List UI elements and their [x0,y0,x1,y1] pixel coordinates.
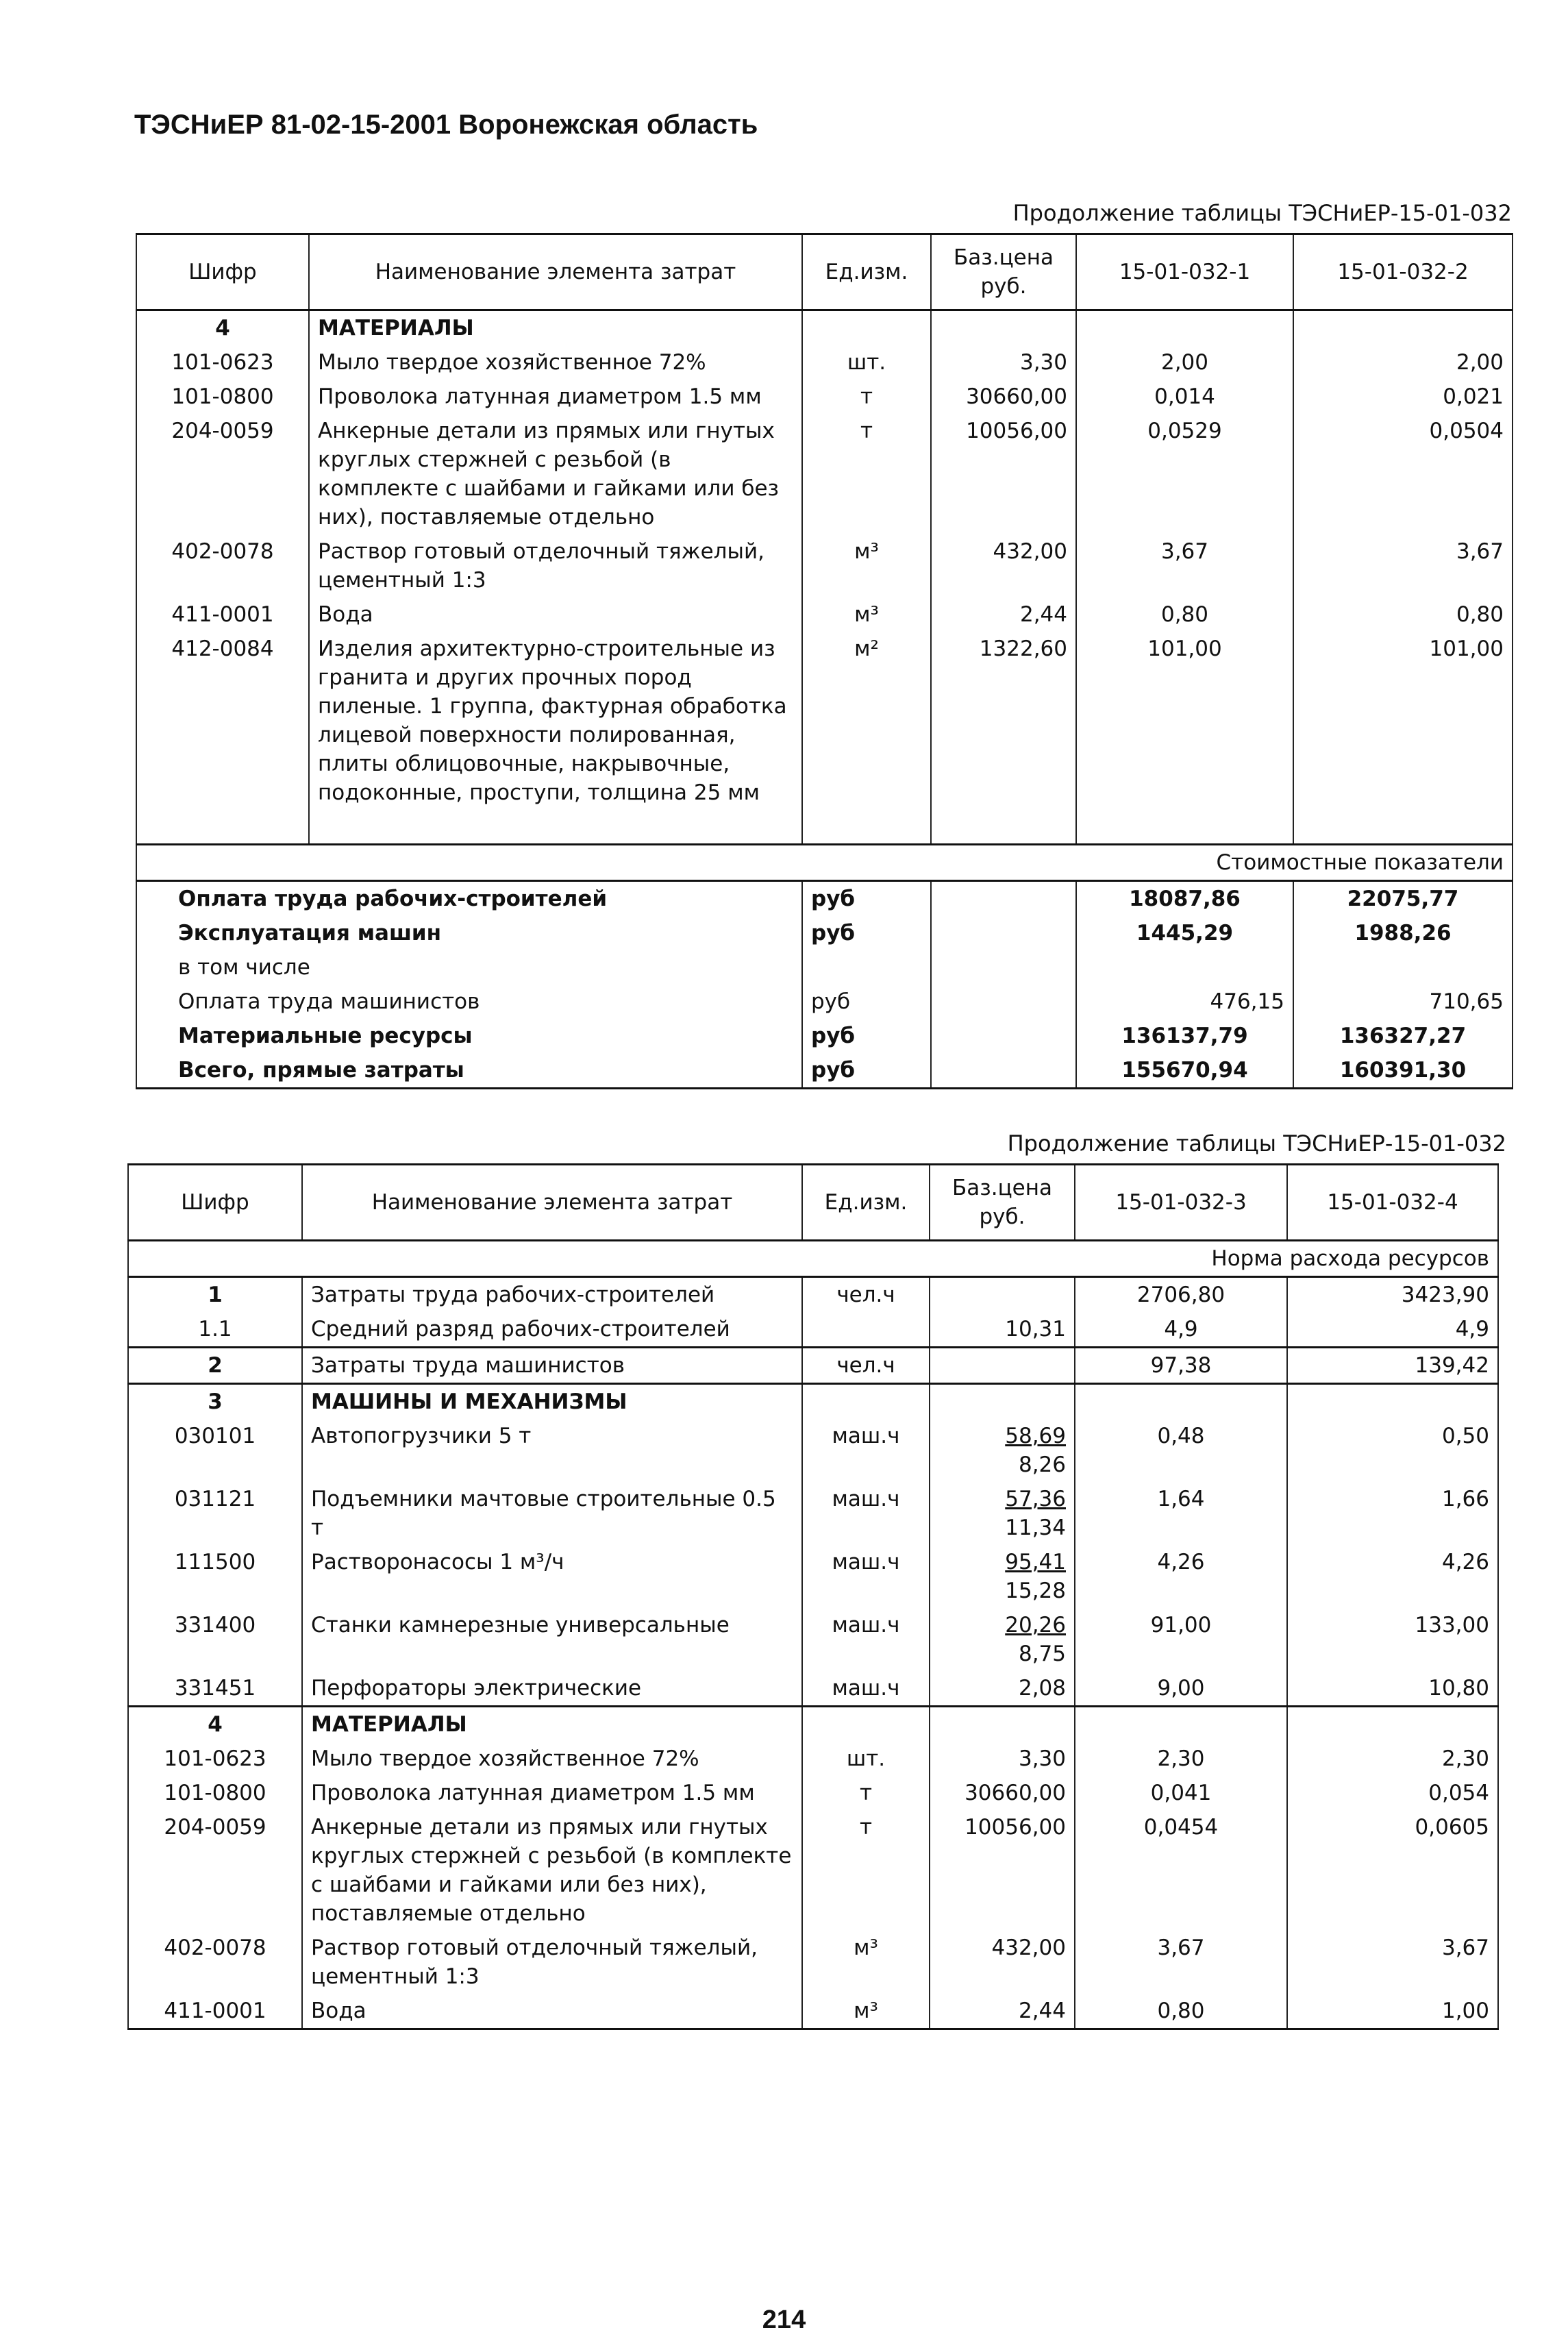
row-name: Вода [302,1994,802,2029]
row-unit: м³ [802,597,931,632]
row-name: Затраты труда машинистов [302,1348,802,1384]
table-row [128,1348,1498,1384]
section-name: МАТЕРИАЛЫ [309,310,802,346]
row-code: 412-0084 [136,632,309,844]
table2-continuation-note: Продолжение таблицы ТЭСНиЕР-15-01-032 [1007,1130,1506,1157]
row-v1: 91,00 [1075,1608,1287,1671]
table1 [136,233,1513,1089]
table-row [128,1419,1498,1482]
cost-header-row [136,844,1513,880]
cost-unit: руб [802,985,931,1019]
cost-row [136,1053,1513,1089]
row-v2: 0,054 [1287,1776,1498,1810]
cost-v2: 160391,30 [1293,1053,1513,1089]
row-unit: т [802,1776,930,1810]
cost-v1: 155670,94 [1076,1053,1293,1089]
table-row [136,414,1513,534]
row-price: 30660,00 [930,1776,1075,1810]
row-v1: 0,041 [1075,1776,1287,1810]
row-v1: 2,00 [1076,345,1293,380]
page-number: 214 [762,2305,806,2334]
row-v2: 139,42 [1287,1348,1498,1384]
row-price: 432,00 [930,1931,1075,1994]
section-name: МАТЕРИАЛЫ [302,1707,802,1742]
row-unit: маш.ч [802,1482,930,1545]
row-price: 10,31 [930,1312,1075,1348]
cost-row [136,1019,1513,1053]
row-code: 331451 [128,1671,302,1707]
row-price: 2,08 [930,1671,1075,1707]
row-code: 331400 [128,1608,302,1671]
col-code-header: Шифр [136,234,309,310]
cost-v2: 22075,77 [1293,880,1513,916]
row-code: 101-0623 [128,1742,302,1776]
table-row [136,597,1513,632]
row-unit: маш.ч [802,1419,930,1482]
page-title: ТЭСНиЕР 81-02-15-2001 Воронежская область [134,110,758,140]
table-row [136,632,1513,844]
row-name: Проволока латунная диаметром 1.5 мм [302,1776,802,1810]
col-price-header: Баз.цена руб. [930,1165,1075,1241]
row-v1: 0,80 [1076,597,1293,632]
row-v1: 3,67 [1076,534,1293,597]
row-price: 432,00 [931,534,1076,597]
row-v2: 1,00 [1287,1994,1498,2029]
cost-row [136,950,1513,985]
norm-header-row [128,1241,1498,1277]
row-v2: 133,00 [1287,1608,1498,1671]
cost-unit: руб [802,916,931,950]
row-unit: м³ [802,1931,930,1994]
table-row [136,345,1513,380]
row-unit: чел.ч [802,1348,930,1384]
row-unit: м² [802,632,931,844]
cost-name: Оплата труда рабочих-строителей [136,880,802,916]
col-unit-header: Ед.изм. [802,1165,930,1241]
section-code: 4 [128,1707,302,1742]
row-unit: маш.ч [802,1608,930,1671]
row-v1: 0,014 [1076,380,1293,414]
row-code: 101-0623 [136,345,309,380]
row-v1: 97,38 [1075,1348,1287,1384]
row-code: 204-0059 [136,414,309,534]
row-unit: шт. [802,345,931,380]
row-name: Подъемники мачтовые строительные 0.5 т [302,1482,802,1545]
cost-name: Эксплуатация машин [136,916,802,950]
row-v2: 2,00 [1293,345,1513,380]
row-code: 402-0078 [128,1931,302,1994]
table-row [128,1931,1498,1994]
row-price: 58,69 [1005,1424,1066,1448]
row-code: 101-0800 [136,380,309,414]
col-name-header: Наименование элемента затрат [309,234,802,310]
row-unit: шт. [802,1742,930,1776]
row-price: 2,44 [930,1994,1075,2029]
row-price: 3,30 [930,1742,1075,1776]
cost-header: Стоимостные показатели [136,844,1513,880]
row-name: Средний разряд рабочих-строителей [302,1312,802,1348]
row-price-machinist: 15,28 [1005,1579,1066,1603]
row-code: 411-0001 [128,1994,302,2029]
table-row [128,1810,1498,1931]
section-code: 3 [128,1384,302,1420]
section-code: 4 [136,310,309,346]
col-v2-header: 15-01-032-2 [1293,234,1513,310]
cost-unit: руб [802,1019,931,1053]
row-code: 411-0001 [136,597,309,632]
col-price-header: Баз.цена руб. [931,234,1076,310]
row-v1: 0,80 [1075,1994,1287,2029]
row-unit: т [802,1810,930,1931]
cost-v2: 136327,27 [1293,1019,1513,1053]
cost-name: в том числе [136,950,802,985]
cost-v1: 1445,29 [1076,916,1293,950]
row-v2: 2,30 [1287,1742,1498,1776]
row-name: Анкерные детали из прямых или гнутых круглых стержней с резьбой (в комплекте с шайбами и гайками или без них), поставляемые отдельно [302,1810,802,1931]
table1-continuation-note: Продолжение таблицы ТЭСНиЕР-15-01-032 [1012,200,1512,226]
row-v1: 2,30 [1075,1742,1287,1776]
row-price: 10056,00 [930,1810,1075,1931]
row-name: Мыло твердое хозяйственное 72% [309,345,802,380]
table2-header-row [128,1165,1498,1241]
row-v1: 4,9 [1075,1312,1287,1348]
row-price: 3,30 [931,345,1076,380]
cost-v1: 476,15 [1076,985,1293,1019]
row-name: Вода [309,597,802,632]
row-unit: м³ [802,534,931,597]
row-code: 2 [128,1348,302,1384]
cost-unit: руб [802,1053,931,1089]
row-v1: 4,26 [1075,1545,1287,1608]
table1-header-row [136,234,1513,310]
row-price-machinist: 8,75 [1018,1642,1066,1666]
row-name: Станки камнерезные универсальные [302,1608,802,1671]
table-row [128,1994,1498,2029]
row-code: 111500 [128,1545,302,1608]
cost-v2: 710,65 [1293,985,1513,1019]
row-price-machinist: 8,26 [1018,1452,1066,1477]
row-v2: 101,00 [1293,632,1513,844]
cost-name: Оплата труда машинистов [136,985,802,1019]
row-name: Затраты труда рабочих-строителей [302,1277,802,1313]
row-v1: 1,64 [1075,1482,1287,1545]
row-unit: чел.ч [802,1277,930,1313]
row-v1: 2706,80 [1075,1277,1287,1313]
row-v1: 3,67 [1075,1931,1287,1994]
col-v1-header: 15-01-032-1 [1076,234,1293,310]
table-row [128,1608,1498,1671]
row-v2: 10,80 [1287,1671,1498,1707]
row-v2: 3,67 [1293,534,1513,597]
row-v1: 0,48 [1075,1419,1287,1482]
table-row [128,1482,1498,1545]
row-v2: 0,50 [1287,1419,1498,1482]
row-unit: т [802,380,931,414]
row-name: Анкерные детали из прямых или гнутых круглых стержней с резьбой (в комплекте с шайбами и гайками или без них), поставляемые отдельно [309,414,802,534]
cost-row [136,880,1513,916]
cost-unit: руб [802,880,931,916]
row-v2: 3,67 [1287,1931,1498,1994]
row-v2: 0,0504 [1293,414,1513,534]
cost-name: Материальные ресурсы [136,1019,802,1053]
col-v2-header: 15-01-032-4 [1287,1165,1498,1241]
row-v1: 101,00 [1076,632,1293,844]
row-name: Растворонасосы 1 м³/ч [302,1545,802,1608]
row-name: Проволока латунная диаметром 1.5 мм [309,380,802,414]
row-code: 031121 [128,1482,302,1545]
table-row [136,534,1513,597]
section-row [136,310,1513,346]
table-row [128,1776,1498,1810]
row-price: 20,26 [1005,1613,1066,1637]
col-v1-header: 15-01-032-3 [1075,1165,1287,1241]
table-row [128,1545,1498,1608]
row-v2: 0,021 [1293,380,1513,414]
table-row [128,1312,1498,1348]
table2 [127,1163,1499,2030]
row-name: Перфораторы электрические [302,1671,802,1707]
row-v1: 0,0529 [1076,414,1293,534]
row-unit: маш.ч [802,1545,930,1608]
row-v1: 9,00 [1075,1671,1287,1707]
table-row [128,1671,1498,1707]
row-price: 10056,00 [931,414,1076,534]
row-v2: 0,0605 [1287,1810,1498,1931]
section-row [128,1707,1498,1742]
table-row [128,1277,1498,1313]
row-name: Автопогрузчики 5 т [302,1419,802,1482]
cost-name: Всего, прямые затраты [136,1053,802,1089]
row-unit: м³ [802,1994,930,2029]
row-unit: т [802,414,931,534]
cost-row [136,985,1513,1019]
section-name: МАШИНЫ И МЕХАНИЗМЫ [302,1384,802,1420]
row-code: 1.1 [128,1312,302,1348]
row-code: 402-0078 [136,534,309,597]
row-code: 101-0800 [128,1776,302,1810]
table-row [128,1742,1498,1776]
row-v2: 4,26 [1287,1545,1498,1608]
row-name: Мыло твердое хозяйственное 72% [302,1742,802,1776]
row-code: 1 [128,1277,302,1313]
col-code-header: Шифр [128,1165,302,1241]
row-name: Раствор готовый отделочный тяжелый, цементный 1:3 [302,1931,802,1994]
cost-v2: 1988,26 [1293,916,1513,950]
row-unit: маш.ч [802,1671,930,1707]
row-v2: 4,9 [1287,1312,1498,1348]
table-row [136,380,1513,414]
row-code: 030101 [128,1419,302,1482]
row-v1: 0,0454 [1075,1810,1287,1931]
row-price: 95,41 [1005,1550,1066,1574]
row-name: Изделия архитектурно-строительные из гранита и других прочных пород пиленые. 1 группа, фактурная обработка лицевой поверхности полированная, плиты облицовочные, накрывочные, подоконные, проступи, толщина 25 мм [309,632,802,844]
cost-row [136,916,1513,950]
row-price: 30660,00 [931,380,1076,414]
row-price: 2,44 [931,597,1076,632]
row-v2: 3423,90 [1287,1277,1498,1313]
row-code: 204-0059 [128,1810,302,1931]
row-name: Раствор готовый отделочный тяжелый, цементный 1:3 [309,534,802,597]
cost-v1: 18087,86 [1076,880,1293,916]
row-price-machinist: 11,34 [1005,1516,1066,1540]
row-v2: 1,66 [1287,1482,1498,1545]
norm-header: Норма расхода ресурсов [128,1241,1498,1277]
col-name-header: Наименование элемента затрат [302,1165,802,1241]
col-unit-header: Ед.изм. [802,234,931,310]
row-price: 1322,60 [931,632,1076,844]
cost-v1: 136137,79 [1076,1019,1293,1053]
row-price: 57,36 [1005,1487,1066,1511]
row-v2: 0,80 [1293,597,1513,632]
section-row [128,1384,1498,1420]
